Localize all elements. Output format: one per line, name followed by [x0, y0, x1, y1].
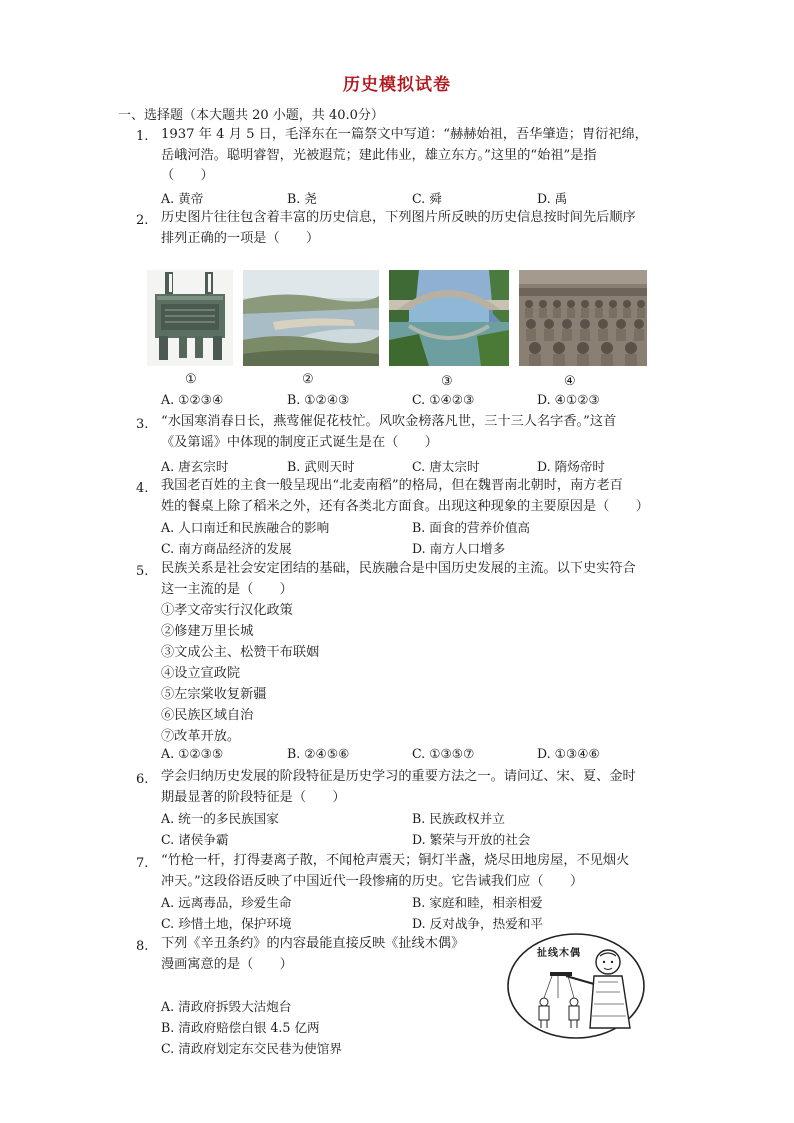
photo-dujiangyan: [243, 270, 379, 366]
question-3-number: 3.: [136, 417, 149, 432]
cartoon-title: 扯线木偶: [537, 948, 581, 959]
question-4-number: 4.: [136, 481, 149, 496]
question-7-option-d[interactable]: D. 反对战争，热爱和平: [412, 916, 543, 931]
question-8-line: 漫画寓意的是（ ）: [161, 957, 293, 972]
question-2-option-a[interactable]: A. ①②③④: [161, 392, 224, 407]
question-1-option-c[interactable]: C. 舜: [412, 191, 442, 206]
question-8-option-b[interactable]: B. 清政府赔偿白银 4.5 亿两: [161, 1020, 320, 1035]
question-5-number: 5.: [136, 564, 149, 579]
question-7-line: 冲天。”这段俗语反映了中国近代一段惨痛的历史。它告诫我们应（ ）: [161, 874, 584, 889]
image-caption-4: ④: [564, 374, 576, 389]
question-3-option-c[interactable]: C. 唐太宗时: [412, 459, 480, 474]
page-title: 历史模拟试卷: [343, 75, 451, 95]
question-1-option-d[interactable]: D. 禹: [537, 191, 568, 206]
question-1-line: （ ）: [161, 168, 214, 183]
question-5-option-c[interactable]: C. ①③⑤⑦: [412, 746, 475, 761]
question-6-option-c[interactable]: C. 诸侯争霸: [161, 832, 229, 847]
question-4-line: 姓的餐桌上除了稻米之外，还有各类北方面食。出现这种现象的主要原因是（ ）: [161, 499, 649, 514]
question-8-line: 下列《辛丑条约》的内容最能直接反映《扯线木偶》: [161, 936, 465, 951]
question-7-option-c[interactable]: C. 珍惜土地，保护环境: [161, 916, 292, 931]
question-3-option-a[interactable]: A. 唐玄宗时: [161, 459, 229, 474]
question-1-option-b[interactable]: B. 尧: [287, 191, 317, 206]
question-5-option-b[interactable]: B. ②④⑤⑥: [287, 746, 350, 761]
photo-terracotta-army: [519, 270, 647, 366]
question-6-line: 期最显著的阶段特征是（ ）: [161, 790, 346, 805]
question-5-line: 这一主流的是（ ）: [161, 582, 293, 597]
question-2-option-c[interactable]: C. ①④②③: [412, 392, 475, 407]
question-1-number: 1.: [136, 129, 149, 144]
question-3-line: 《及第谣》中体现的制度正式诞生是在（ ）: [161, 435, 438, 450]
question-5-line: 民族关系是社会安定团结的基础，民族融合是中国历史发展的主流。以下史实符合: [161, 561, 636, 576]
question-5-option-a[interactable]: A. ①②③⑤: [161, 746, 224, 761]
question-4-option-c[interactable]: C. 南方商品经济的发展: [161, 541, 292, 556]
question-1-option-a[interactable]: A. 黄帝: [161, 191, 204, 206]
question-2-line: 排列正确的一项是（ ）: [161, 231, 320, 246]
question-8-option-c[interactable]: C. 清政府划定东交民巷为使馆界: [161, 1041, 342, 1056]
question-2-option-b[interactable]: B. ①②④③: [287, 392, 350, 407]
question-2-line: 历史图片往往包含着丰富的历史信息，下列图片所反映的历史信息按时间先后顺序: [161, 210, 636, 225]
question-5-statement: ④设立宣政院: [161, 666, 241, 681]
question-6-number: 6.: [136, 772, 149, 787]
question-8-option-a[interactable]: A. 清政府拆毁大沽炮台: [161, 999, 292, 1014]
question-5-statement: ⑦改革开放。: [161, 729, 241, 744]
question-1-line: 岳峨河浩。聪明睿智，光被遐荒；建此伟业，雄立东方。”这里的“始祖”是指: [161, 148, 597, 163]
question-5-statement: ③文成公主、松赞干布联姻: [161, 645, 320, 660]
question-6-option-b[interactable]: B. 民族政权并立: [412, 811, 505, 826]
question-7-option-b[interactable]: B. 家庭和睦，相亲相爱: [412, 895, 543, 910]
section-heading: 一、选择题（本大题共 20 小题，共 40.0分）: [118, 108, 384, 123]
image-caption-3: ③: [441, 374, 453, 389]
question-8-number: 8.: [136, 939, 149, 954]
image-caption-1: ①: [185, 372, 197, 387]
question-6-option-d[interactable]: D. 繁荣与开放的社会: [412, 832, 531, 847]
question-5-option-d[interactable]: D. ①③④⑥: [537, 746, 600, 761]
question-4-line: 我国老百姓的主食一般呈现出“北麦南稻”的格局，但在魏晋南北朝时，南方老百: [161, 478, 623, 493]
question-3-option-b[interactable]: B. 武则天时: [287, 459, 355, 474]
question-4-option-d[interactable]: D. 南方人口增多: [412, 541, 506, 556]
photo-bronze-ding: [147, 270, 233, 366]
question-3-line: “水国寒消春日长，燕莺催促花枝忙。风吹金榜落凡世，三十三人名字香。”这首: [161, 414, 617, 429]
question-2-number: 2.: [136, 213, 149, 228]
photo-stone-bridge: [389, 270, 509, 366]
question-6-option-a[interactable]: A. 统一的多民族国家: [161, 811, 279, 826]
question-5-statement: ②修建万里长城: [161, 624, 254, 639]
question-4-option-b[interactable]: B. 面食的营养价值高: [412, 520, 531, 535]
question-1-line: 1937 年 4 月 5 日，毛泽东在一篇祭文中写道：“赫赫始祖，吾华肇造；胄衍祀绵，: [161, 127, 648, 142]
question-2-option-d[interactable]: D. ④①②③: [537, 392, 600, 407]
question-4-option-a[interactable]: A. 人口南迁和民族融合的影响: [161, 520, 330, 535]
question-7-line: “竹枪一杆，打得妻离子散，不闻枪声震天；铜灯半盏，烧尽田地房屋，不见烟火: [161, 853, 630, 868]
question-5-statement: ⑤左宗棠收复新疆: [161, 687, 267, 702]
question-5-statement: ⑥民族区域自治: [161, 708, 254, 723]
question-7-number: 7.: [136, 856, 149, 871]
image-caption-2: ②: [302, 372, 314, 387]
question-5-statement: ①孝文帝实行汉化政策: [161, 603, 293, 618]
question-7-option-a[interactable]: A. 远离毒品，珍爱生命: [161, 895, 292, 910]
question-6-line: 学会归纳历史发展的阶段特征是历史学习的重要方法之一。请问辽、宋、夏、金时: [161, 769, 636, 784]
question-3-option-d[interactable]: D. 隋炀帝时: [537, 459, 606, 474]
